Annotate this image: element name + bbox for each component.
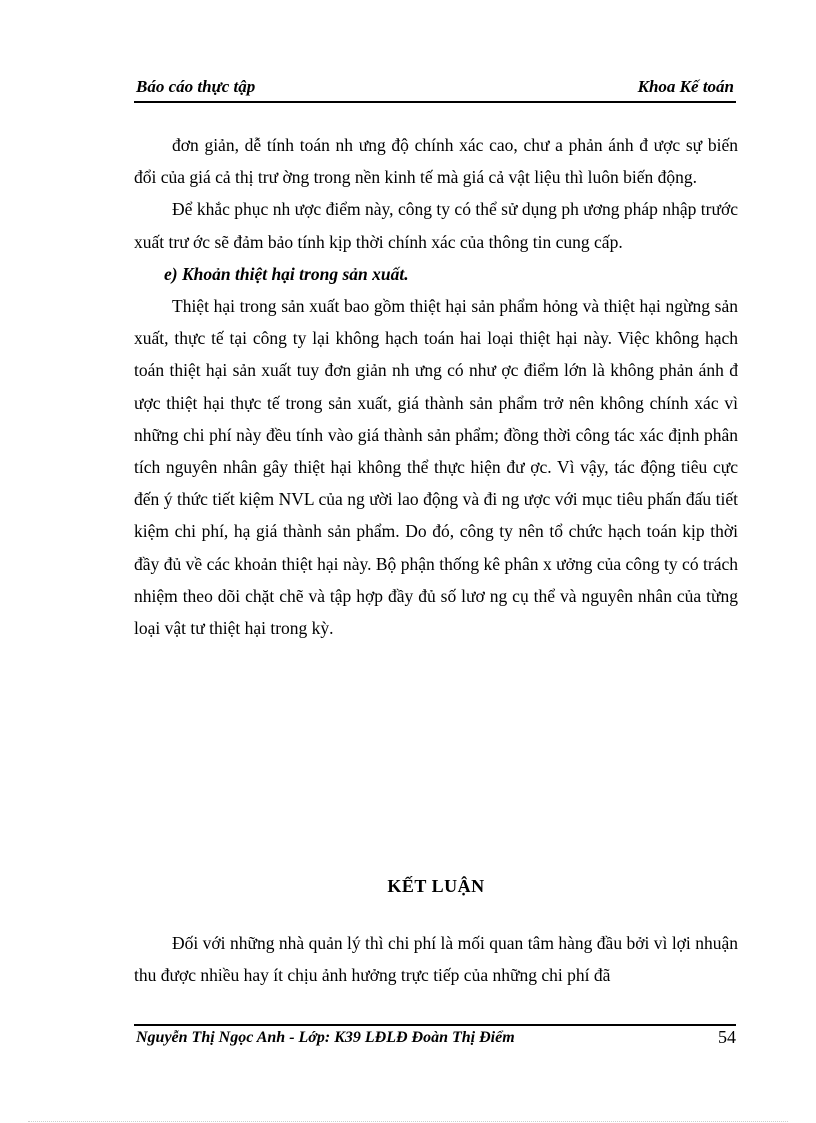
paragraph-1: đơn giản, dễ tính toán nh ưng độ chính xác cao, chư a phản ánh đ ược sự biến đổi của giá cả thị trư ờng trong nền kinh tế mà giá cả vật liệu thì luôn biến động.	[134, 135, 738, 188]
header-report-title: Báo cáo thực tập	[136, 77, 256, 96]
page-header	[134, 76, 736, 100]
conclusion-text	[134, 927, 738, 991]
paragraph-3: Thiệt hại trong sản xuất bao gồm thiệt hại sản phẩm hỏng và thiệt hại ngừng sản xuất, thực tế tại công ty lại không hạch toán hai loại thiệt hại này. Việc không hạch toán thiệt hại sản xuất tuy đơn giản nh ưng có như ợc điểm lớn là không phản ánh đ ược thiệt hại thực tế trong sản xuất, giá thành sản phẩm trở nên không chính xác vì những chi phí này đều tính vào giá thành sản phẩm; đồng thời công tác xác định phân tích nguyên nhân gây thiệt hại không thể thực hiện đư ợc. Vì vậy, tác động tiêu cực đến ý thức tiết kiệm NVL của ng ười lao động và đi ng ược với mục tiêu phấn đấu tiết kiệm chi phí, hạ giá thành sản phẩm. Do đó, công ty nên tổ chức hạch toán kịp thời đầy đủ về các khoản thiệt hại này. Bộ phận thống kê phân x ưởng của công ty có trách nhiệm theo dõi chặt chẽ và tập hợp đầy đủ số lươ ng cụ thể và nguyên nhân của từng loại vật tư thiệt hại trong kỳ.	[134, 296, 738, 639]
page-number: 54	[718, 1027, 736, 1047]
header-department: Khoa Kế toán	[637, 77, 734, 96]
footer-rule	[134, 1024, 736, 1026]
header-rule	[134, 101, 736, 103]
conclusion-paragraph: Đối với những nhà quản lý thì chi phí là mối quan tâm hàng đầu bởi vì lợi nhuận thu được nhiều hay ít chịu ảnh hưởng trực tiếp của những chi phí đã	[134, 933, 738, 986]
body-text	[134, 129, 738, 644]
conclusion-title: KẾT LUẬN	[387, 876, 485, 896]
section-subheading: e) Khoản thiệt hại trong sản xuất.	[164, 263, 409, 284]
page-edge-divider	[28, 1121, 788, 1122]
paragraph-2: Để khắc phục nh ược điểm này, công ty có thể sử dụng ph ương pháp nhập trước xuất trư ớc sẽ đảm bảo tính kịp thời chính xác của thông tin cung cấp.	[134, 199, 738, 252]
footer-author: Nguyễn Thị Ngọc Anh - Lớp: K39 LĐLĐ Đoàn Thị Điểm	[136, 1029, 515, 1046]
